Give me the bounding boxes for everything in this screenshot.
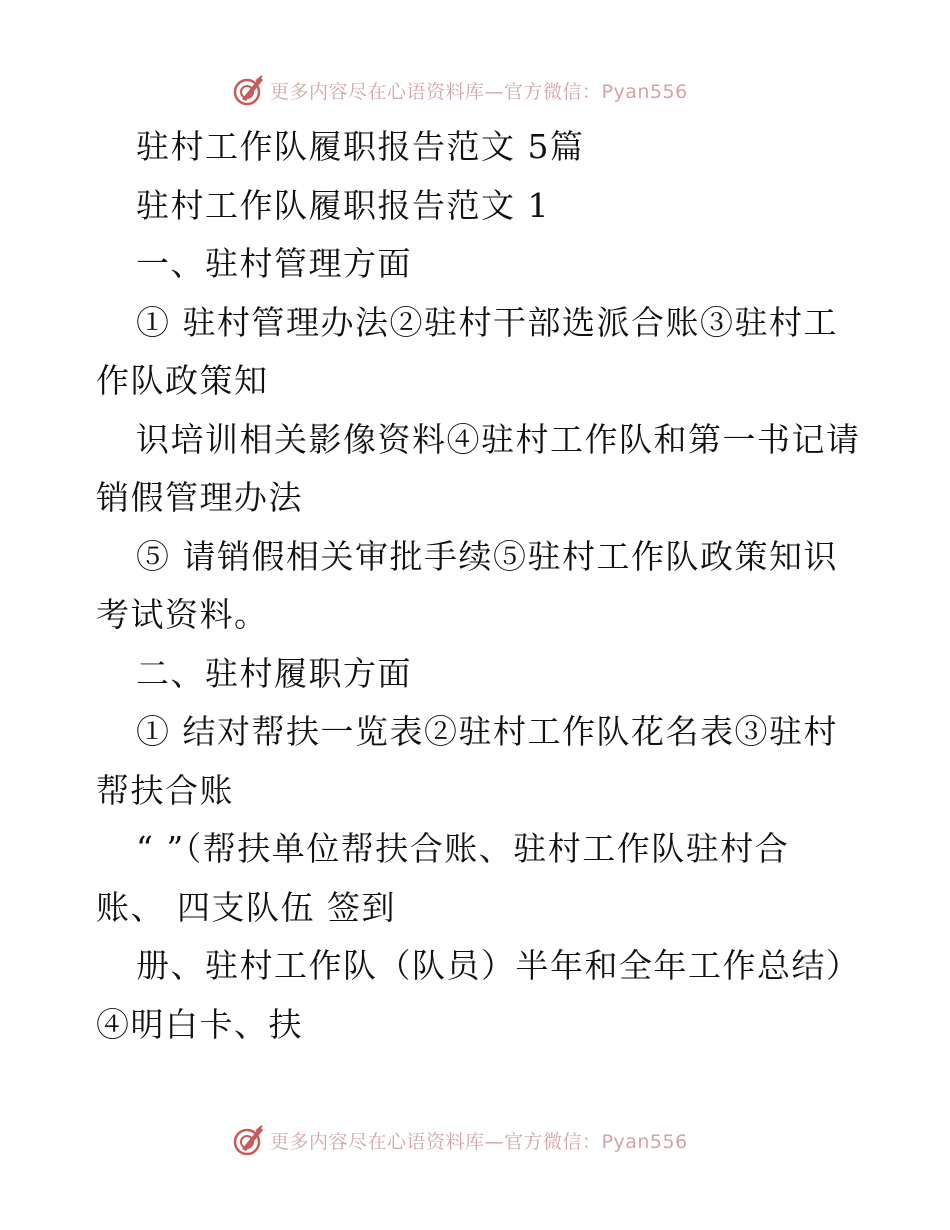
document-body [96, 118, 861, 1054]
section-title: 驻村工作队履职报告范文 1 [136, 185, 550, 225]
document-title: 驻村工作队履职报告范文 5篇 [136, 127, 585, 166]
paragraph-line: 账、 四支队伍 签到 [96, 887, 396, 927]
heading-management: 一、驻村管理方面 [136, 244, 412, 283]
footer-watermark [232, 1122, 732, 1158]
paragraph-line: 册、驻村工作队（队员）半年和全年工作总结） [136, 946, 861, 985]
paragraph-line: ④明白卡、扶 [96, 1004, 303, 1044]
paragraph-line: 作队政策知 [96, 361, 269, 400]
paragraph-line: ① 结对帮扶一览表②驻村工作队花名表③驻村 [136, 712, 838, 751]
quill-pen-logo-icon [232, 1123, 266, 1157]
paragraph-line: 销假管理办法 [96, 478, 303, 517]
header-watermark [232, 72, 732, 108]
footer-watermark-text: 更多内容尽在心语资料库—官方微信：Pyan556 [270, 1130, 688, 1153]
paragraph-line: 帮扶合账 [96, 770, 234, 810]
paragraph-line: 识培训相关影像资料④驻村工作队和第一书记请 [136, 419, 861, 459]
quill-pen-logo-icon [232, 73, 266, 107]
paragraph-line: “ ”（帮扶单位帮扶合账、驻村工作队驻村合 [136, 829, 790, 868]
paragraph-line: ⑤ 请销假相关审批手续⑤驻村工作队政策知识 [136, 536, 838, 576]
paragraph-line: ① 驻村管理办法②驻村干部选派合账③驻村工 [136, 302, 838, 342]
paragraph-line: 考试资料。 [96, 595, 269, 634]
heading-duty: 二、驻村履职方面 [136, 653, 412, 693]
header-watermark-text: 更多内容尽在心语资料库—官方微信：Pyan556 [270, 80, 688, 103]
